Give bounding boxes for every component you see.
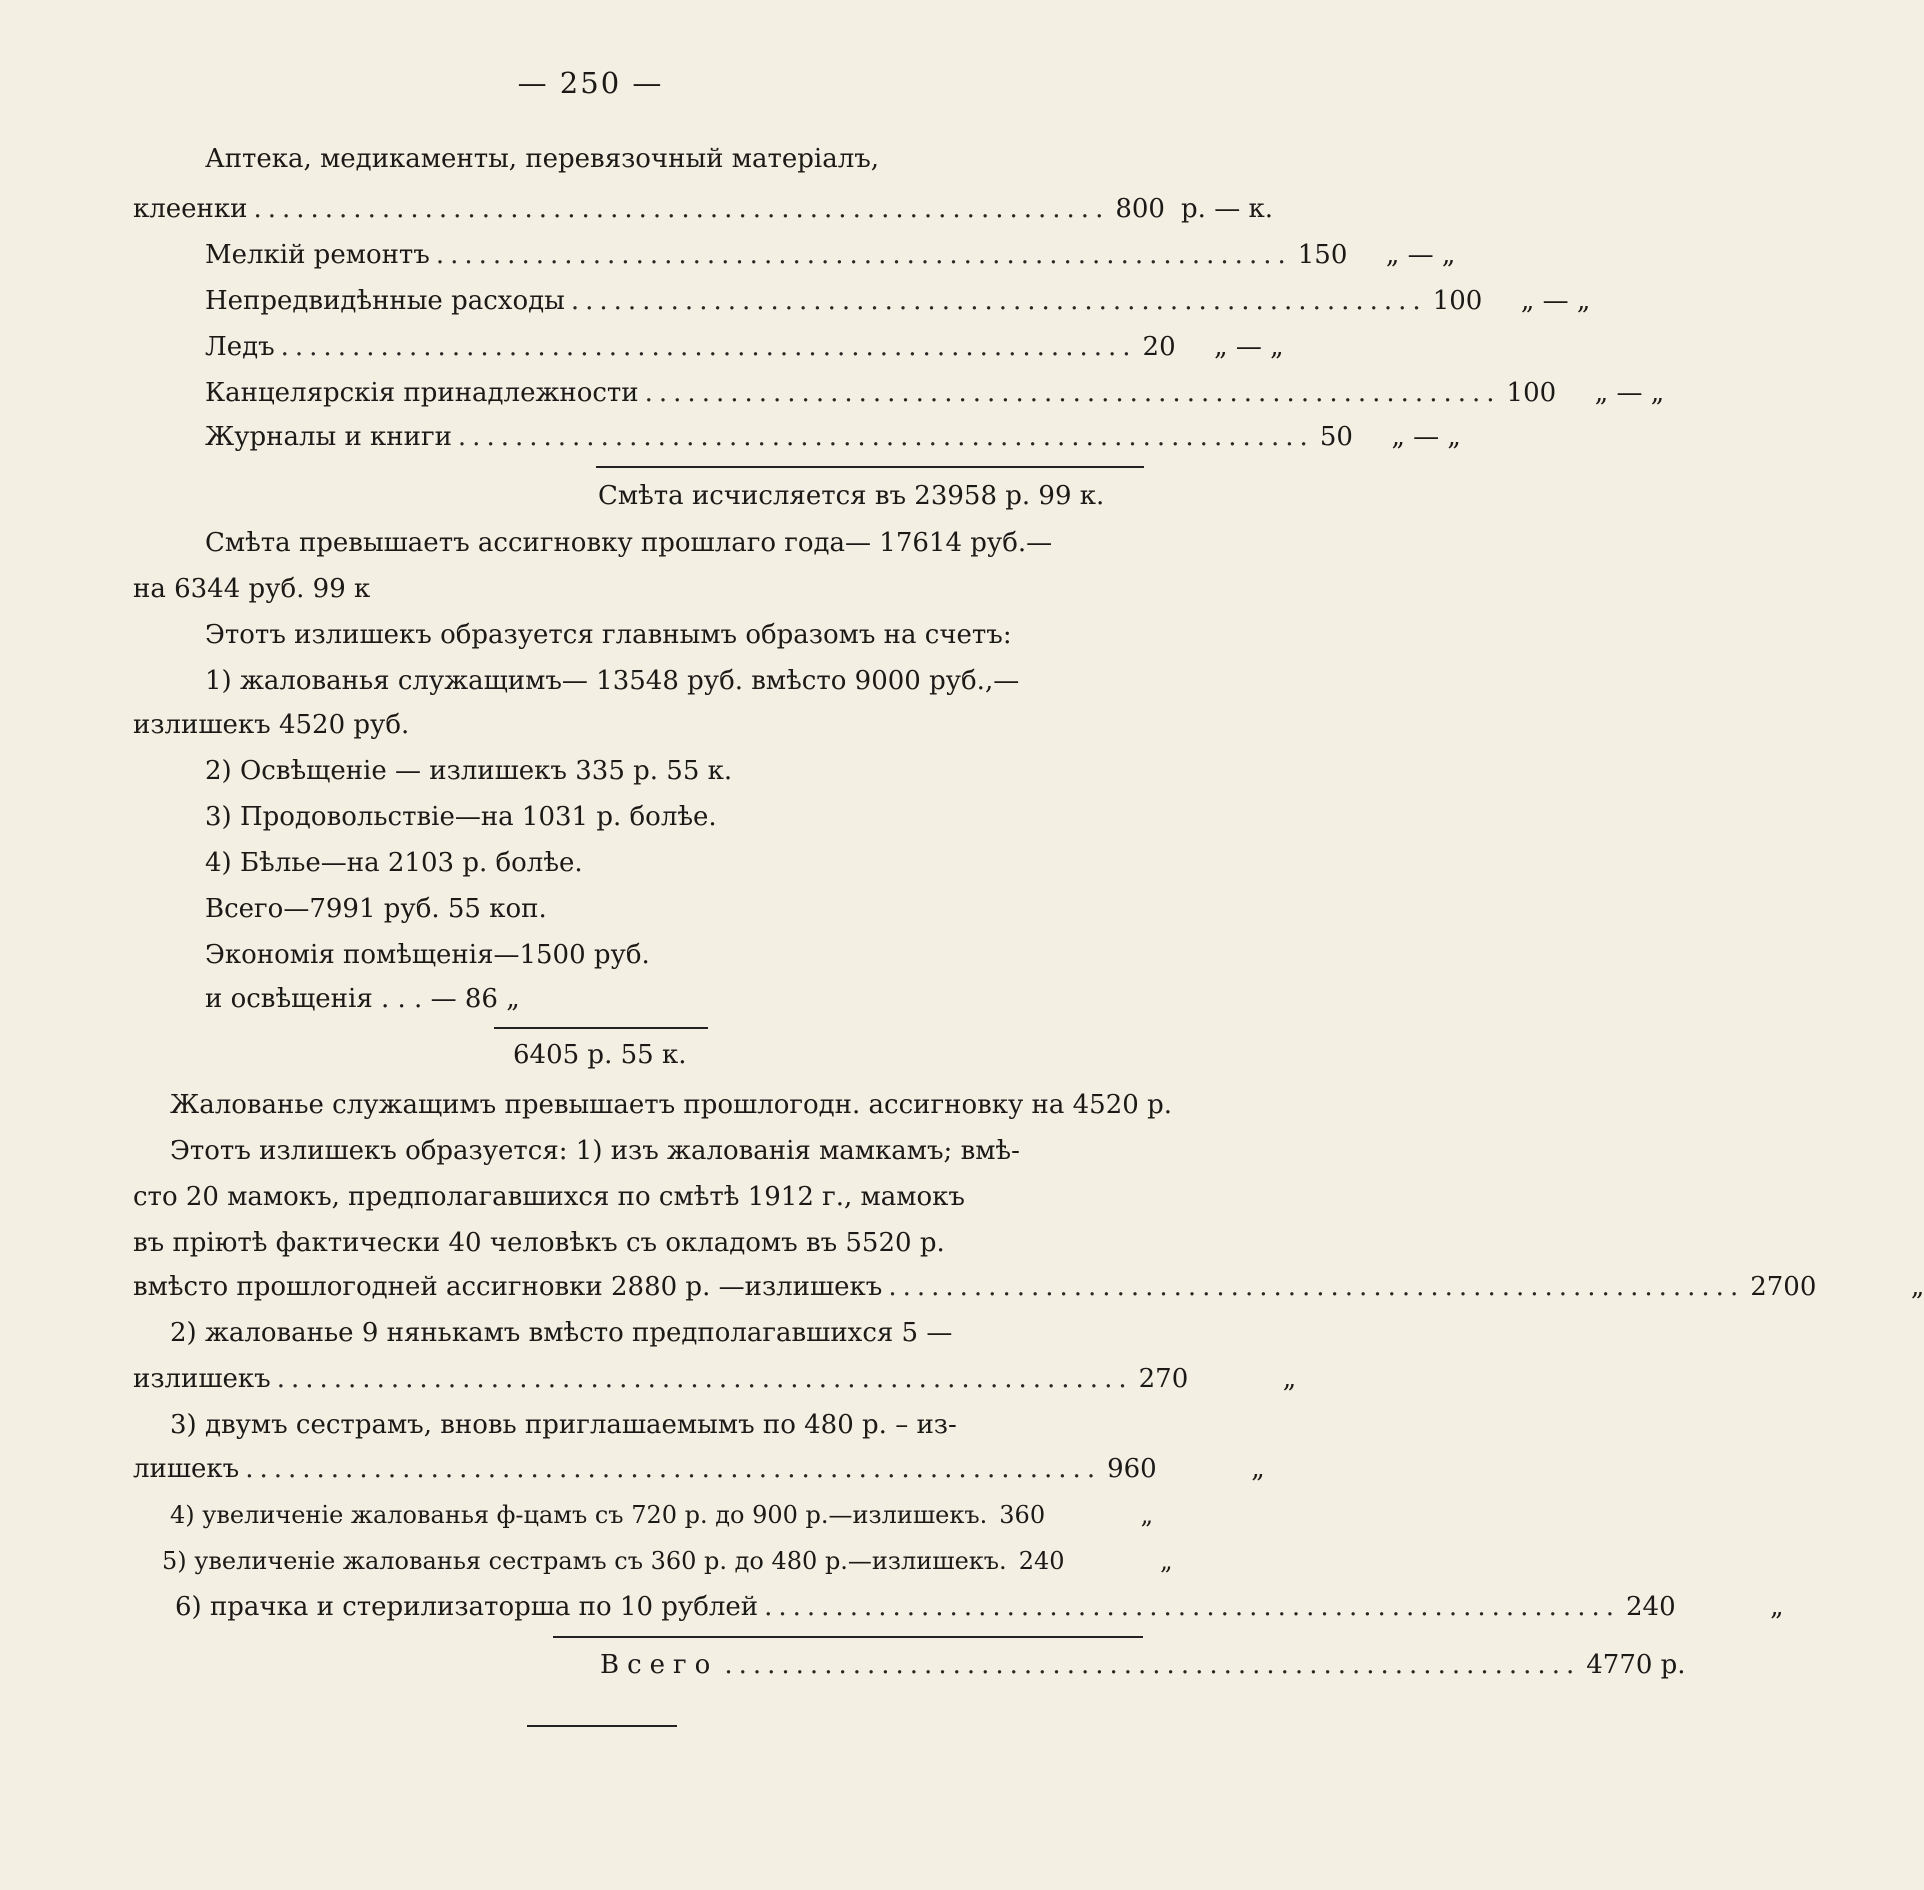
cost-item — [133, 192, 1273, 230]
salary-item-amount: 2700 — [1750, 1272, 1817, 1302]
salary-item — [133, 1452, 1265, 1490]
estimate-total: Смѣта исчисляется въ 23958 р. 99 к. — [598, 481, 1105, 511]
salary-item-unit: „ — [1282, 1364, 1297, 1394]
text-line: въ пріютѣ фактически 40 человѣкъ съ окладомъ въ 5520 р. — [133, 1228, 945, 1258]
leader-dots: ............................................................ — [276, 1364, 1133, 1394]
salary-item-unit: „ — [1770, 1592, 1784, 1622]
salary-item — [175, 1590, 1784, 1628]
net-total: 6405 р. 55 к. — [513, 1040, 687, 1070]
cost-item-label: Ледъ — [205, 332, 275, 362]
cost-item-label: Мелкій ремонтъ — [205, 240, 430, 270]
leader-dots: ............................................................ — [644, 378, 1501, 408]
leader-dots: ............................................................ — [253, 194, 1110, 224]
text-line: 4) Бѣлье—на 2103 р. болѣе. — [205, 848, 583, 878]
cost-item-label: Журналы и книги — [205, 422, 452, 452]
cost-item-unit: р. — к. — [1181, 194, 1273, 224]
cost-item — [205, 420, 1461, 458]
salary-total-label: Всего — [600, 1650, 719, 1680]
salary-item-unit: „ — [1251, 1454, 1265, 1484]
salary-item-amount: 960 — [1107, 1454, 1157, 1484]
salary-item-amount: 240 — [1018, 1547, 1065, 1575]
cost-item — [205, 238, 1456, 276]
text-line: Этотъ излишекъ образуется: 1) изъ жалованія мамкамъ; вмѣ- — [170, 1136, 1020, 1166]
cost-item-label: клеенки — [133, 194, 248, 224]
cost-item — [205, 284, 1591, 322]
salary-total — [600, 1648, 1686, 1686]
text-line: Всего—7991 руб. 55 коп. — [205, 894, 547, 924]
end-divider — [527, 1725, 677, 1727]
salary-item-unit: „ — [1910, 1272, 1924, 1302]
salary-item-amount: 240 — [1626, 1592, 1676, 1622]
salary-item-label: лишекъ — [133, 1454, 240, 1484]
text-line: излишекъ 4520 руб. — [133, 710, 410, 740]
cost-item-amount: 100 — [1506, 378, 1557, 408]
salary-item-amount: 360 — [999, 1501, 1046, 1529]
leader-dots: ............................................................ — [435, 240, 1292, 270]
text-line: 3) Продовольствіе—на 1031 р. болѣе. — [205, 802, 717, 832]
cost-item-amount: 50 — [1319, 422, 1353, 452]
salary-item — [133, 1270, 1924, 1308]
text-line: Экономія помѣщенія—1500 руб. — [205, 940, 650, 970]
salary-item-unit: „ — [1160, 1547, 1173, 1575]
costs-intro-line: Аптека, медикаменты, перевязочный матеріалъ, — [205, 144, 880, 174]
salary-item — [162, 1544, 1173, 1582]
text-line: и освѣщенія . . . — 86 „ — [205, 984, 520, 1014]
text-line: Этотъ излишекъ образуется главнымъ образомъ на счетъ: — [205, 620, 1012, 650]
leader-dots: ............................................................ — [457, 422, 1314, 452]
cost-item-unit: „ — „ — [1391, 422, 1461, 452]
salary-total-amount: 4770 р. — [1586, 1650, 1686, 1680]
page-number: — 250 — — [517, 66, 664, 100]
cost-item — [205, 330, 1284, 368]
salary-item-label: 5) увеличеніе жалованья сестрамъ съ 360 р. до 480 р.—излишекъ. — [162, 1547, 1007, 1575]
cost-item-unit: „ — „ — [1214, 332, 1284, 362]
cost-item-amount: 20 — [1142, 332, 1176, 362]
cost-item — [205, 376, 1665, 414]
leader-dots: ............................................................ — [245, 1454, 1102, 1484]
text-line: на 6344 руб. 99 к — [133, 574, 371, 604]
text-line: 2) Освѣщеніе — излишекъ 335 р. 55 к. — [205, 756, 733, 786]
salary-item — [170, 1498, 1154, 1536]
cost-item-amount: 150 — [1297, 240, 1348, 270]
text-line: Смѣта превышаетъ ассигновку прошлаго года— 17614 руб.— — [205, 528, 1053, 558]
cost-item-unit: „ — „ — [1594, 378, 1665, 408]
cost-item-unit: „ — „ — [1385, 240, 1456, 270]
text-line: Жалованье служащимъ превышаетъ прошлогодн. ассигновку на 4520 р. — [170, 1090, 1172, 1120]
leader-dots: ............................................................ — [764, 1592, 1620, 1622]
cost-item-amount: 100 — [1432, 286, 1483, 316]
leader-dots: ............................................................ — [570, 286, 1427, 316]
divider — [494, 1027, 708, 1029]
salary-item-label: излишекъ — [133, 1364, 271, 1394]
salary-item-label: вмѣсто прошлогодней ассигновки 2880 р. —излишекъ — [133, 1272, 883, 1302]
text-line: 2) жалованье 9 нянькамъ вмѣсто предполагавшихся 5 — — [170, 1318, 953, 1348]
text-line: 1) жалованья служащимъ— 13548 руб. вмѣсто 9000 руб.,— — [205, 666, 1020, 696]
cost-item-unit: „ — „ — [1520, 286, 1591, 316]
leader-dots: ............................................................ — [888, 1272, 1745, 1302]
divider — [596, 466, 1144, 468]
divider — [553, 1636, 1143, 1638]
salary-item-unit: „ — [1140, 1501, 1154, 1529]
salary-item — [133, 1362, 1297, 1400]
salary-item-label: 4) увеличеніе жалованья ф-цамъ съ 720 р. до 900 р.—излишекъ. — [170, 1501, 988, 1529]
text-line: сто 20 мамокъ, предполагавшихся по смѣтѣ 1912 г., мамокъ — [133, 1182, 965, 1212]
salary-item-amount: 270 — [1138, 1364, 1189, 1394]
leader-dots: ............................................................ — [280, 332, 1137, 362]
cost-item-amount: 800 — [1115, 194, 1165, 224]
text-line: 3) двумъ сестрамъ, вновь приглашаемымъ по 480 р. – из- — [170, 1410, 957, 1440]
leader-dots: ............................................................ — [724, 1650, 1581, 1680]
cost-item-label: Канцелярскія принадлежности — [205, 378, 639, 408]
salary-item-label: 6) прачка и стерилизаторша по 10 рублей — [175, 1592, 759, 1622]
cost-item-label: Непредвидѣнные расходы — [205, 286, 565, 316]
